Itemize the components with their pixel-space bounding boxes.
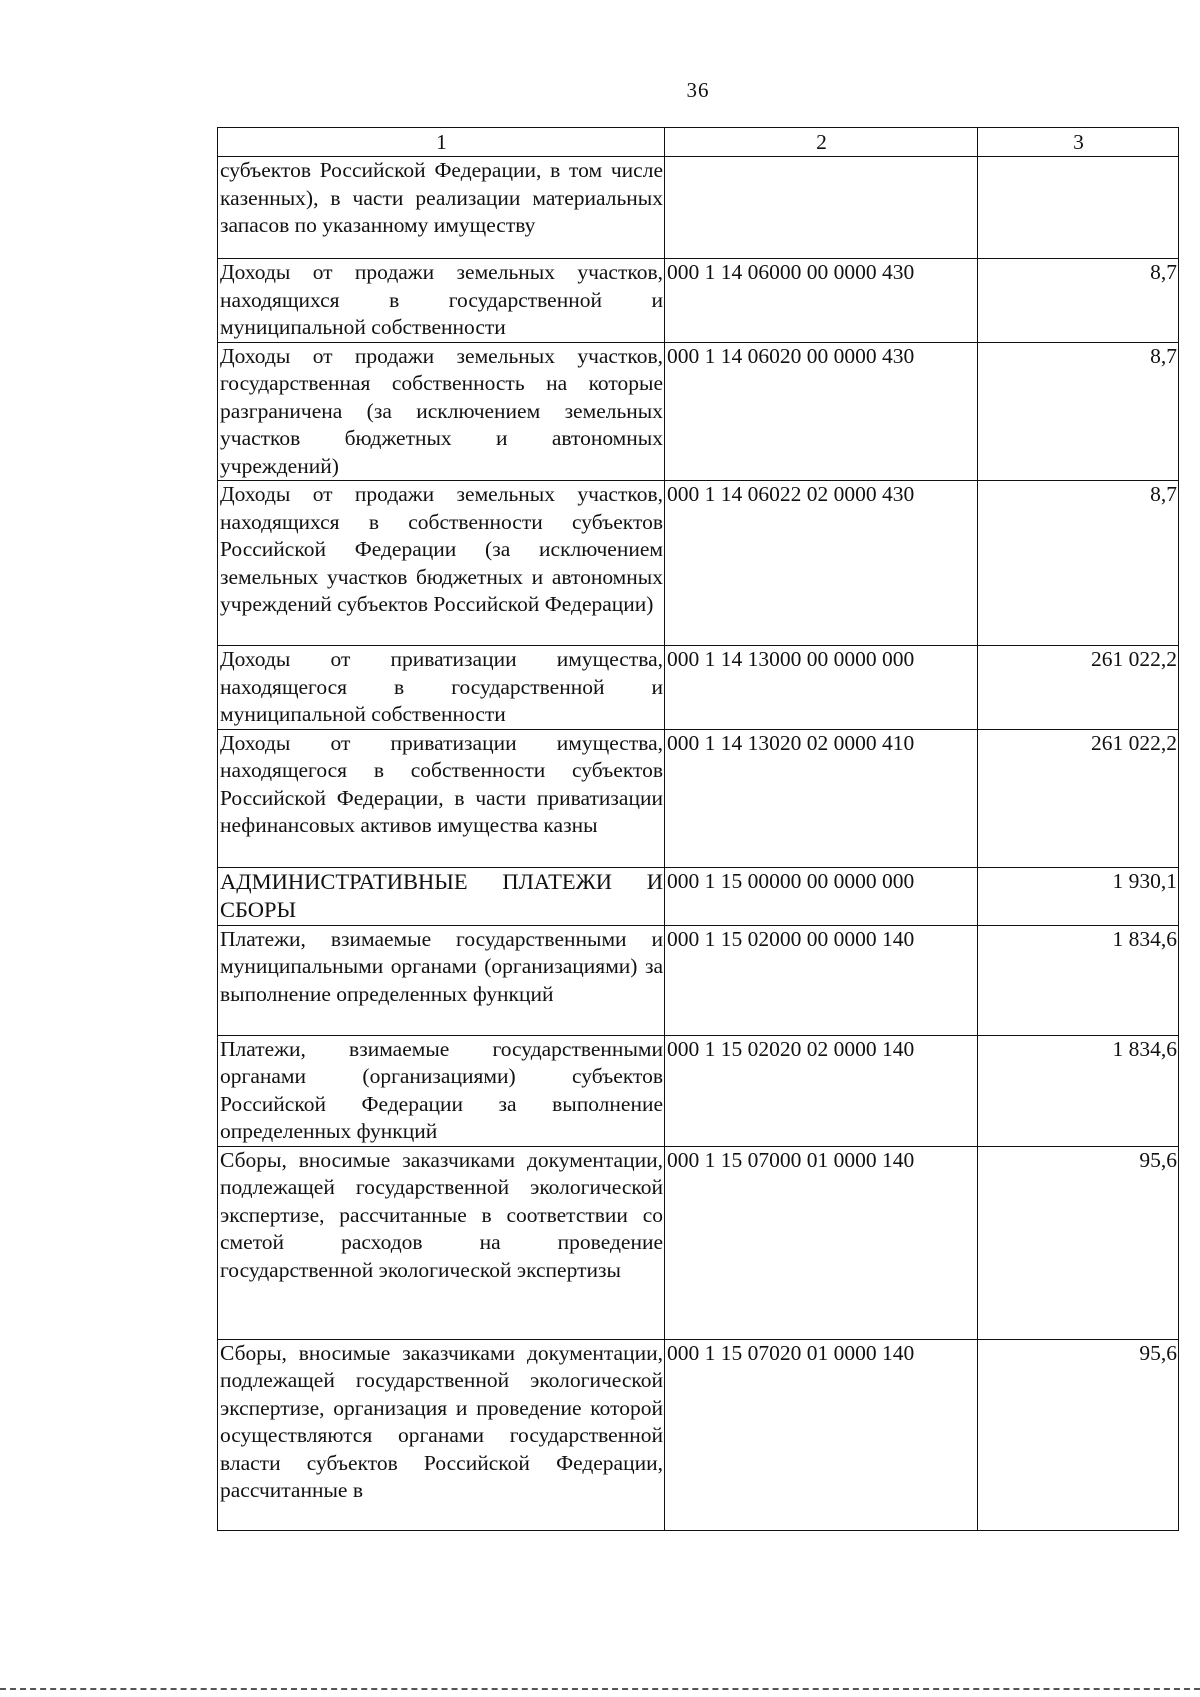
- column-header-2: 2: [665, 128, 978, 157]
- row-description: Платежи, взимаемые государственными и муниципальными органами (организациями) за выполнение определенных функций: [218, 925, 665, 1035]
- page-number: 36: [686, 78, 710, 102]
- row-code: 000 1 14 06020 00 0000 430: [665, 342, 978, 481]
- row-amount: 8,7: [978, 342, 1179, 481]
- row-code: [665, 157, 978, 259]
- row-code: 000 1 14 13020 02 0000 410: [665, 729, 978, 867]
- row-code: 000 1 15 02000 00 0000 140: [665, 925, 978, 1035]
- row-amount: 1 930,1: [978, 867, 1179, 925]
- row-amount: 95,6: [978, 1339, 1179, 1530]
- page-bottom-rule: [0, 1688, 1200, 1690]
- table-row: [218, 729, 1179, 867]
- row-amount: 261 022,2: [978, 646, 1179, 730]
- column-header-1: 1: [218, 128, 665, 157]
- table-row: [218, 1146, 1179, 1339]
- row-description: Доходы от приватизации имущества, находящегося в собственности субъектов Российской Федерации, в части приватизации нефинансовых активов имущества казны: [218, 729, 665, 867]
- row-description: Сборы, вносимые заказчиками документации, подлежащей государственной экологической экспертизе, рассчитанные в соответствии со сметой расходов на проведение государственной экологической экспертизы: [218, 1146, 665, 1339]
- table-header-row: [218, 128, 1179, 157]
- row-description: Доходы от приватизации имущества, находящегося в государственной и муниципальной собственности: [218, 646, 665, 730]
- row-description: Доходы от продажи земельных участков, государственная собственность на которые разграничена (за исключением земельных участков бюджетных и автономных учреждений): [218, 342, 665, 481]
- table-row: [218, 925, 1179, 1035]
- row-amount: 261 022,2: [978, 729, 1179, 867]
- row-amount: 1 834,6: [978, 1035, 1179, 1146]
- row-amount: [978, 157, 1179, 259]
- row-description: Платежи, взимаемые государственными органами (организациями) субъектов Российской Федерации за выполнение определенных функций: [218, 1035, 665, 1146]
- row-code: 000 1 15 00000 00 0000 000: [665, 867, 978, 925]
- row-description: Доходы от продажи земельных участков, находящихся в государственной и муниципальной собственности: [218, 259, 665, 343]
- table-row: [218, 1035, 1179, 1146]
- row-amount: 8,7: [978, 259, 1179, 343]
- row-description: Сборы, вносимые заказчиками документации, подлежащей государственной экологической экспертизе, организация и проведение которой осуществляются органами государственной власти субъектов Российской Федерации, рассчитанные в: [218, 1339, 665, 1530]
- table-row: [218, 259, 1179, 343]
- row-code: 000 1 15 07000 01 0000 140: [665, 1146, 978, 1339]
- row-amount: 1 834,6: [978, 925, 1179, 1035]
- row-code: 000 1 15 07020 01 0000 140: [665, 1339, 978, 1530]
- row-code: 000 1 15 02020 02 0000 140: [665, 1035, 978, 1146]
- row-description: Доходы от продажи земельных участков, находящихся в собственности субъектов Российской Федерации (за исключением земельных участков бюджетных и автономных учреждений субъектов Российской Федерации): [218, 481, 665, 646]
- row-amount: 8,7: [978, 481, 1179, 646]
- table-row: [218, 342, 1179, 481]
- table-row: [218, 867, 1179, 925]
- table-row: [218, 481, 1179, 646]
- row-description: АДМИНИСТРАТИВНЫЕ ПЛАТЕЖИ И СБОРЫ: [218, 867, 665, 925]
- column-header-3: 3: [978, 128, 1179, 157]
- row-code: 000 1 14 13000 00 0000 000: [665, 646, 978, 730]
- table-row: [218, 646, 1179, 730]
- table-row: [218, 157, 1179, 259]
- row-code: 000 1 14 06022 02 0000 430: [665, 481, 978, 646]
- row-amount: 95,6: [978, 1146, 1179, 1339]
- row-code: 000 1 14 06000 00 0000 430: [665, 259, 978, 343]
- table-row: [218, 1339, 1179, 1530]
- row-description: субъектов Российской Федерации, в том числе казенных), в части реализации материальных запасов по указанному имуществу: [218, 157, 665, 259]
- revenue-table: [217, 127, 1179, 1531]
